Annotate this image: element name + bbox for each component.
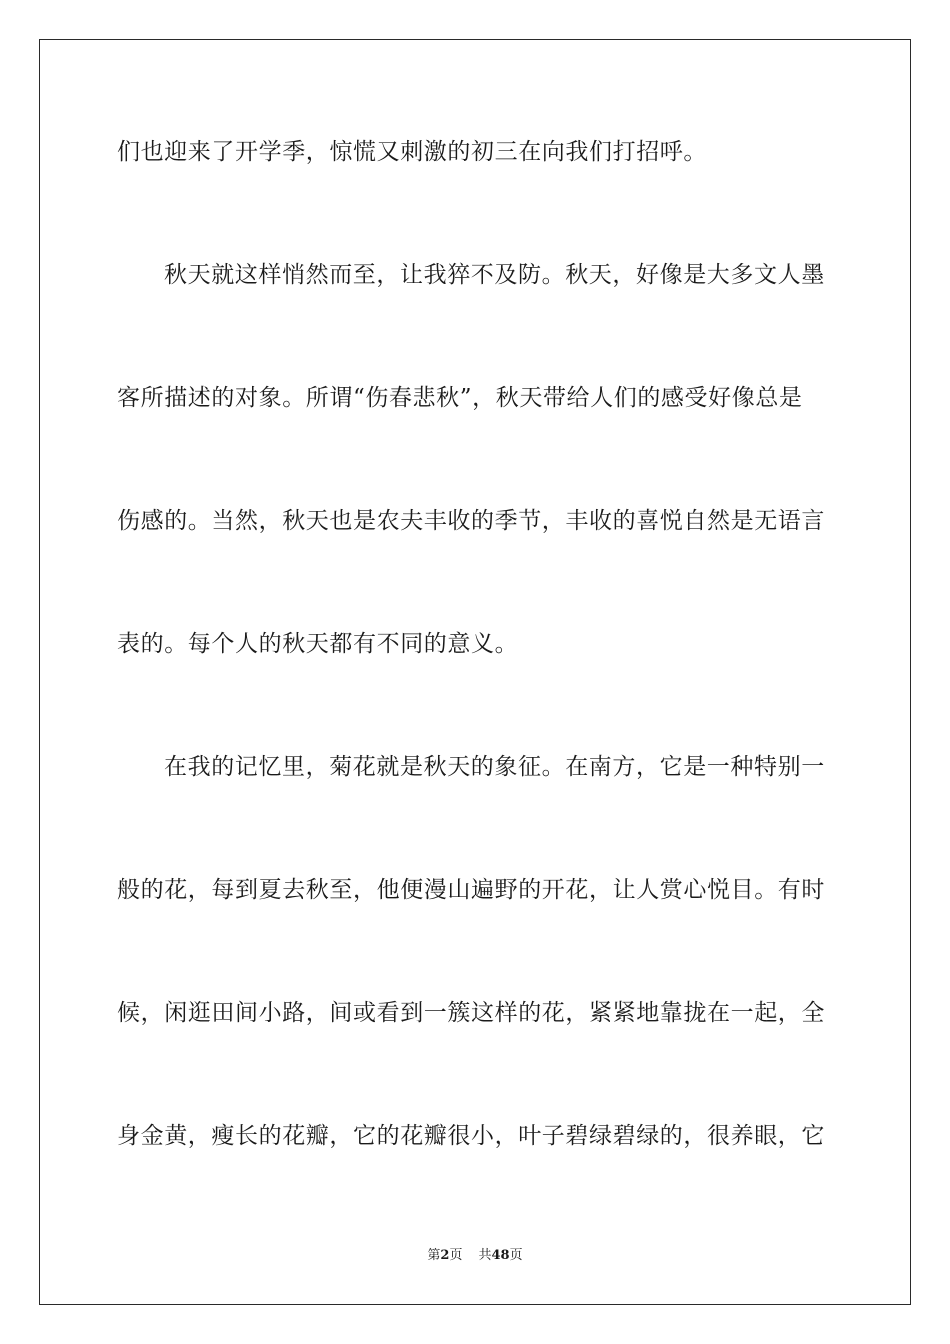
paragraph-start-line: 秋天就这样悄然而至，让我猝不及防。秋天，好像是大多文人墨 (164, 262, 825, 288)
page-suffix: 页 (449, 1248, 463, 1263)
paragraph-start-line: 在我的记忆里，菊花就是秋天的象征。在南方，它是一种特别一 (164, 754, 825, 780)
total-page-number: 48 (491, 1248, 510, 1263)
page-border (39, 39, 911, 1305)
page-prefix: 第 (427, 1248, 441, 1263)
text-line: 身金黄，瘦长的花瓣，它的花瓣很小，叶子碧绿碧绿的，很养眼，它 (117, 1123, 825, 1149)
text-line: 们也迎来了开学季，惊慌又刺激的初三在向我们打招呼。 (117, 139, 707, 165)
text-line: 候，闲逛田间小路，间或看到一簇这样的花，紧紧地靠拢在一起，全 (117, 1000, 825, 1026)
text-line: 般的花，每到夏去秋至，他便漫山遍野的开花，让人赏心悦目。有时 (117, 877, 825, 903)
total-suffix: 页 (509, 1248, 523, 1263)
text-line: 客所描述的对象。所谓“伤春悲秋”，秋天带给人们的感受好像总是 (117, 385, 803, 411)
text-line: 伤感的。当然，秋天也是农夫丰收的季节，丰收的喜悦自然是无语言 (117, 508, 825, 534)
text-line: 表的。每个人的秋天都有不同的意义。 (117, 631, 519, 657)
current-page-number: 2 (440, 1248, 450, 1263)
total-prefix: 共 (478, 1248, 492, 1263)
page-footer (0, 1247, 950, 1265)
